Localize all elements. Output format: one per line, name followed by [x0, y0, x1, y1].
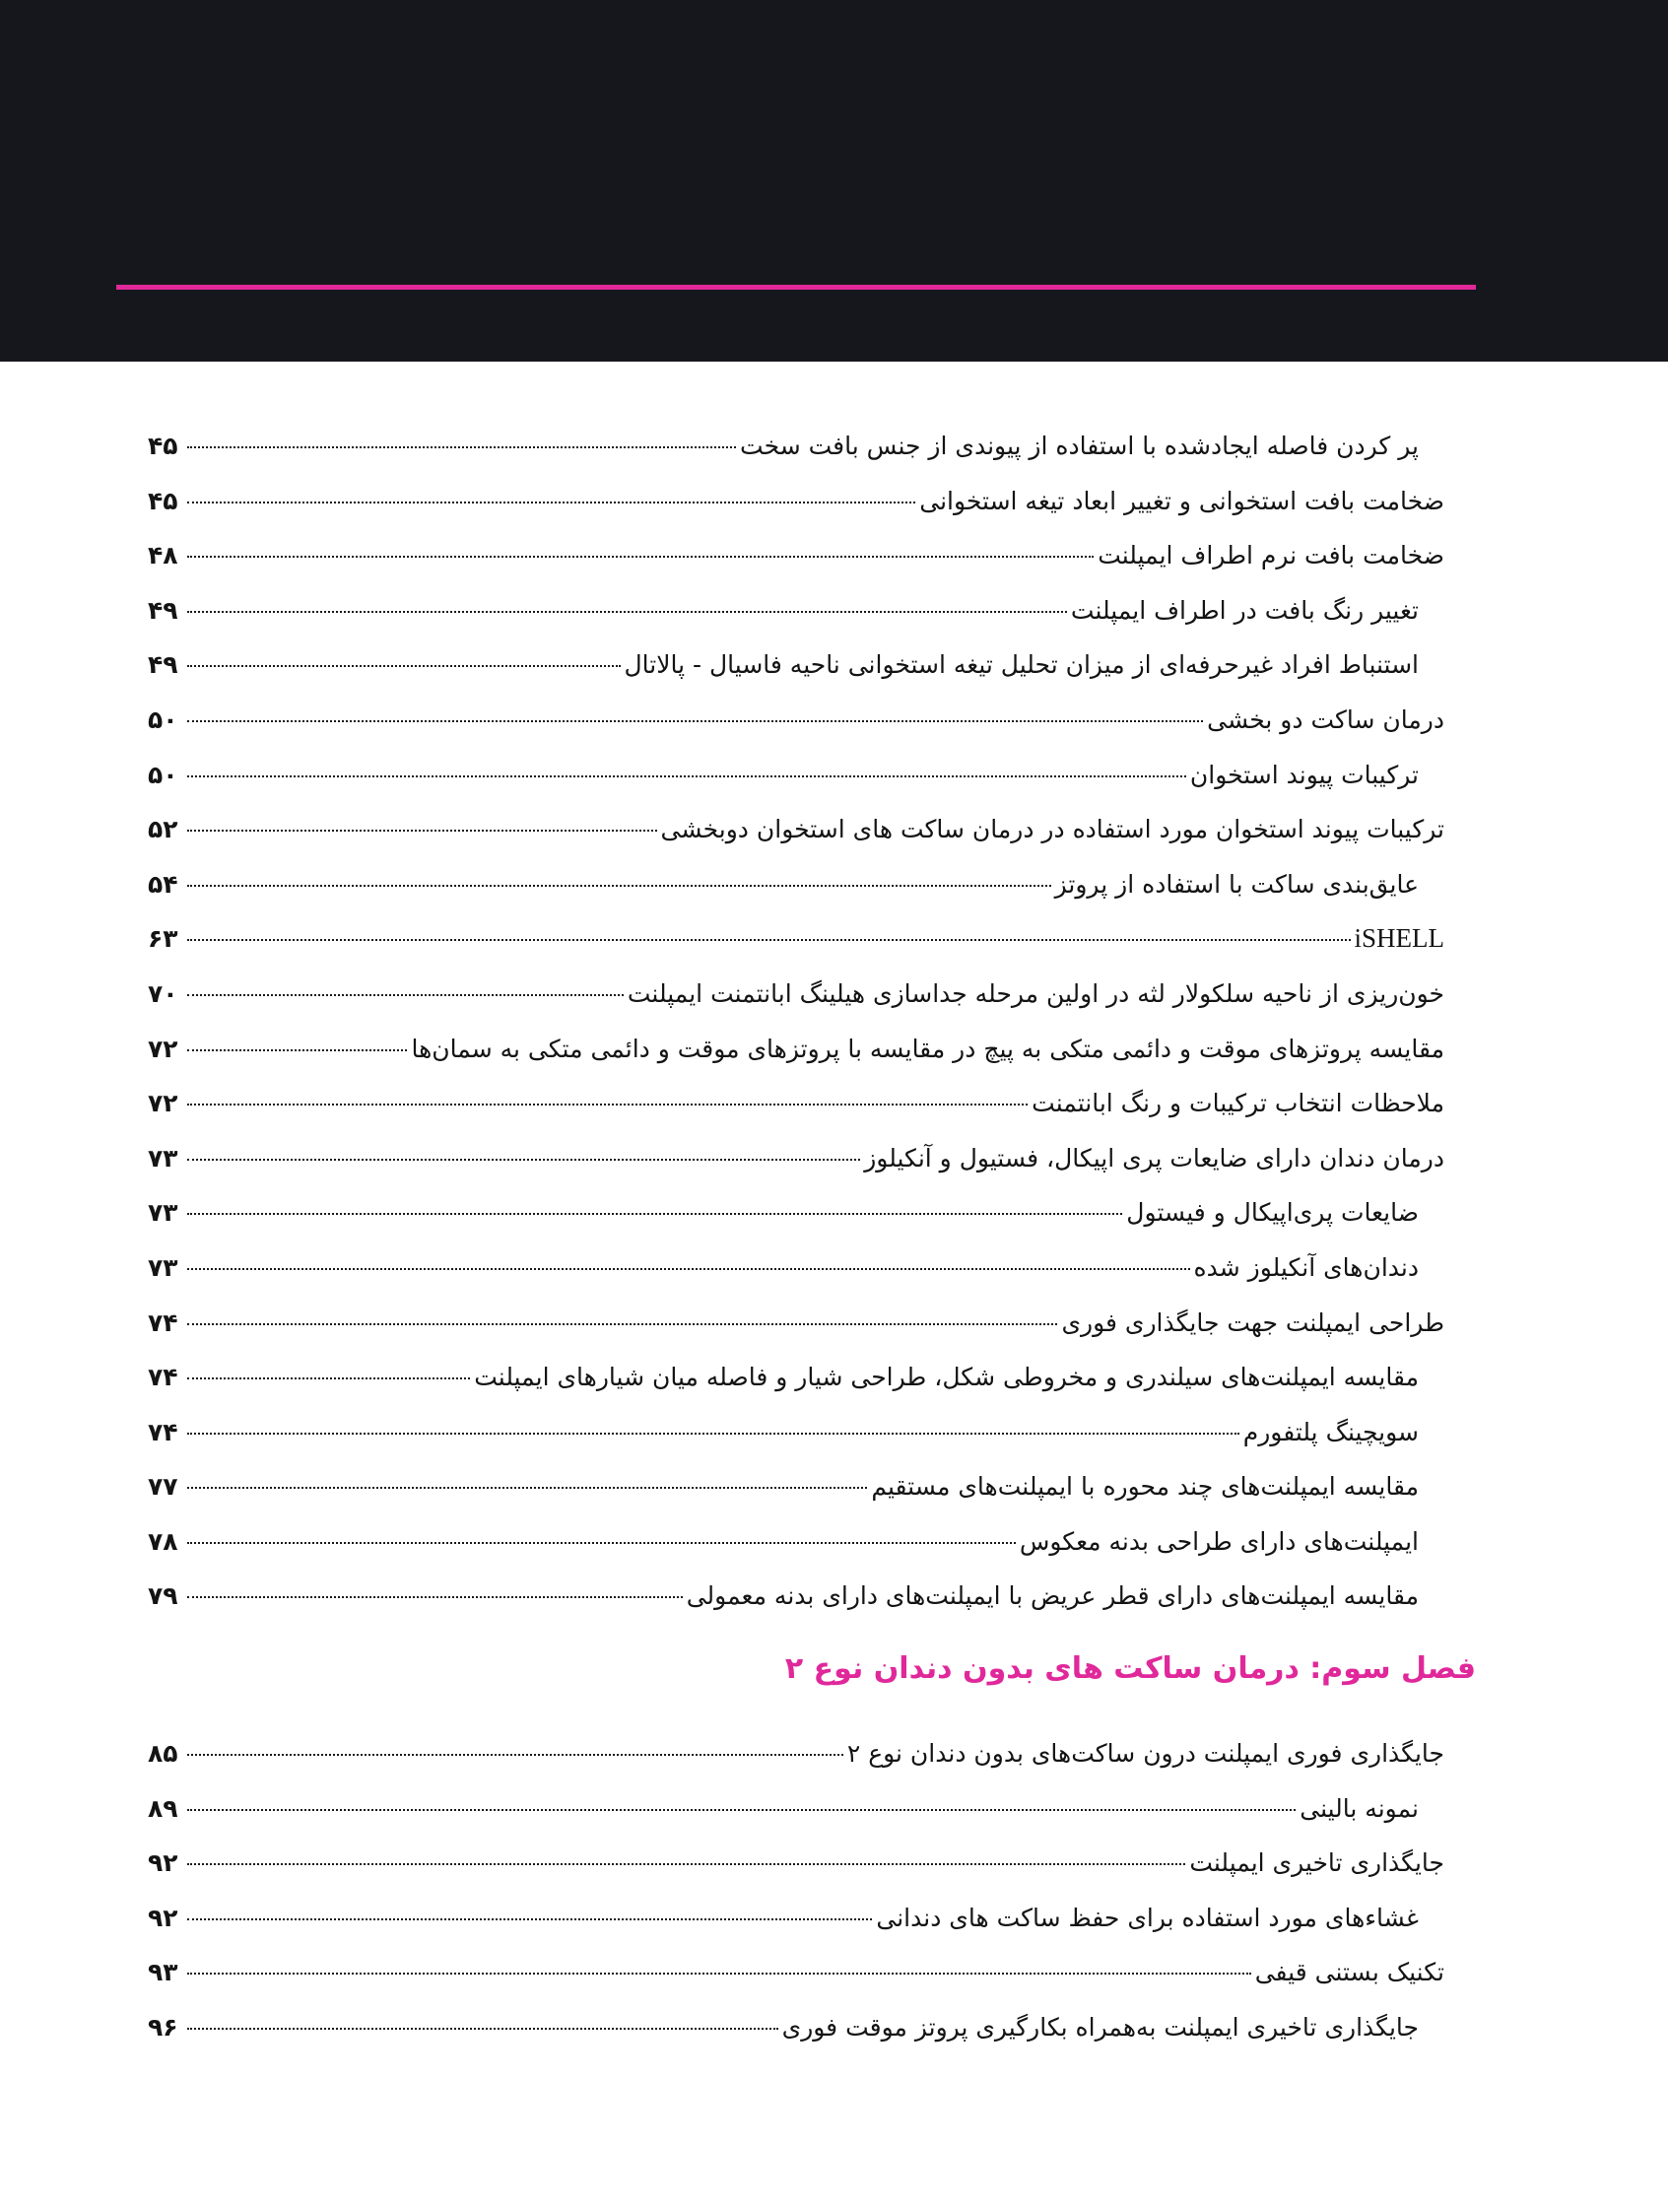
toc-entry	[148, 911, 1444, 967]
toc-entry-title: ضخامت بافت نرم اطراف ایمپلنت	[1098, 541, 1444, 570]
toc-entry	[148, 2000, 1444, 2055]
toc-entry-title: عایق‌بندی ساکت با استفاده از پروتز	[1054, 869, 1419, 899]
toc-entry	[148, 1185, 1444, 1240]
toc-entry-title: خون‌ریزی از ناحیه سلکولار لثه در اولین مرحله جداسازی هیلینگ ابانتمنت ایمپلنت	[627, 978, 1444, 1008]
dot-leader	[187, 993, 624, 996]
toc-entry-title: مقایسه پروتزهای موقت و دائمی متکی به پیچ در مقایسه با پروتزهای موقت و دائمی متکی به سمان‌ها	[411, 1034, 1444, 1063]
toc-entry	[148, 967, 1444, 1022]
dot-leader	[187, 1862, 1185, 1865]
toc-entry-page-number: ۵۲	[148, 815, 178, 844]
toc-entry-page-number: ۸۹	[148, 1793, 178, 1823]
dot-leader	[187, 884, 1051, 887]
toc-entry-page-number: ۴۹	[148, 650, 178, 680]
toc-entry-page-number: ۷۸	[148, 1526, 178, 1556]
toc-entry-title: جایگذاری تاخیری ایمپلنت به‌همراه بکارگیری پروتز موقت فوری	[781, 2012, 1419, 2042]
toc-entry	[148, 419, 1444, 474]
toc-entry-title: مقایسه ایمپلنت‌های چند محوره با ایمپلنت‌های مستقیم	[871, 1472, 1419, 1502]
toc-entry	[148, 1726, 1444, 1781]
dot-leader	[187, 1917, 872, 1920]
toc-entry-page-number: ۹۲	[148, 1848, 178, 1878]
toc-list-chapter-3	[148, 1726, 1444, 2055]
toc-entry-page-number: ۷۴	[148, 1417, 178, 1446]
toc-entry-title: تکنیک بستنی قیفی	[1254, 1958, 1444, 1987]
toc-entry-page-number: ۶۳	[148, 924, 178, 954]
dot-leader	[187, 664, 621, 667]
dot-leader	[187, 501, 915, 503]
toc-entry-title: مقایسه ایمپلنت‌های دارای قطر عریض با ایمپلنت‌های دارای بدنه معمولی	[686, 1581, 1419, 1611]
dot-leader	[187, 1322, 1057, 1325]
toc-entry-page-number: ۷۳	[148, 1198, 178, 1228]
header-band	[0, 0, 1668, 362]
toc-entry	[148, 1781, 1444, 1837]
toc-entry	[148, 748, 1444, 803]
toc-entry-page-number: ۵۰	[148, 704, 178, 734]
toc-entry-page-number: ۷۰	[148, 978, 178, 1008]
dot-leader	[187, 610, 1067, 613]
toc-entry-page-number: ۴۹	[148, 595, 178, 625]
toc-entry-title: استنباط افراد غیرحرفه‌ای از میزان تحلیل تیغه استخوانی ناحیه فاسیال - پالاتال	[624, 650, 1419, 680]
toc-entry-page-number: ۷۴	[148, 1363, 178, 1392]
toc-entry-title: جایگذاری فوری ایمپلنت درون ساکت‌های بدون دندان نوع ۲	[846, 1739, 1444, 1768]
dot-leader	[187, 1486, 867, 1489]
dot-leader	[187, 1376, 470, 1379]
toc-entry	[148, 474, 1444, 529]
toc-entry-title: نمونه بالینی	[1300, 1793, 1419, 1823]
toc-entry	[148, 1459, 1444, 1514]
toc-entry-page-number: ۴۸	[148, 541, 178, 570]
toc-entry-title: ملاحظات انتخاب ترکیبات و رنگ ابانتمنت	[1032, 1089, 1444, 1118]
toc-entry-title: ضایعات پری‌اپیکال و فیستول	[1126, 1198, 1419, 1228]
toc-entry-page-number: ۷۲	[148, 1089, 178, 1118]
toc-entry-page-number: ۷۷	[148, 1472, 178, 1502]
dot-leader	[187, 1972, 1251, 1975]
toc-entry-page-number: ۵۰	[148, 760, 178, 789]
toc-entry-title: غشاء‌های مورد استفاده برای حفظ ساکت های دندانی	[876, 1903, 1419, 1932]
toc-entry-title: درمان ساکت دو بخشی	[1207, 704, 1444, 734]
toc-entry-title: سویچینگ پلتفورم	[1242, 1417, 1419, 1446]
toc-entry	[148, 857, 1444, 912]
toc-entry-title: مقایسه ایمپلنت‌های سیلندری و مخروطی شکل، طراحی شیار و فاصله میان شیارهای ایمپلنت	[474, 1363, 1419, 1392]
toc-entry	[148, 1240, 1444, 1296]
header-accent-rule	[116, 285, 1476, 290]
toc-entry-title: دندان‌های آنکیلوز شده	[1193, 1252, 1419, 1282]
toc-entry-page-number: ۸۵	[148, 1739, 178, 1768]
toc-entry	[148, 583, 1444, 638]
toc-entry	[148, 1131, 1444, 1186]
toc-entry-title: ترکیبات پیوند استخوان	[1189, 760, 1419, 789]
toc-entry-title: درمان دندان دارای ضایعات پری اپیکال، فستیول و آنکیلوز	[864, 1143, 1444, 1173]
toc-entry-title: iSHELL	[1354, 923, 1444, 954]
toc-entry	[148, 693, 1444, 748]
toc-entry-page-number: ۷۴	[148, 1307, 178, 1337]
toc-entry-page-number: ۷۹	[148, 1581, 178, 1611]
dot-leader	[187, 445, 736, 448]
toc-entry	[148, 1514, 1444, 1570]
toc-entry	[148, 1296, 1444, 1351]
toc-entry-title: پر کردن فاصله ایجادشده با استفاده از پیوندی از جنس بافت سخت	[740, 432, 1419, 460]
dot-leader	[187, 1103, 1028, 1106]
toc-entry	[148, 1836, 1444, 1891]
toc-entry-page-number: ۷۳	[148, 1143, 178, 1173]
dot-leader	[187, 1432, 1239, 1435]
dot-leader	[187, 1595, 683, 1598]
toc-entry	[148, 1350, 1444, 1405]
dot-leader	[187, 1158, 860, 1161]
dot-leader	[187, 719, 1203, 722]
toc-entry	[148, 1076, 1444, 1131]
toc-entry-page-number: ۹۳	[148, 1958, 178, 1987]
dot-leader	[187, 1808, 1296, 1811]
toc-entry	[148, 637, 1444, 693]
dot-leader	[187, 2027, 778, 2030]
toc-entry-title: ایمپلنت‌های دارای طراحی بدنه معکوس	[1019, 1526, 1419, 1556]
toc-entry	[148, 1022, 1444, 1077]
toc-entry-page-number: ۷۳	[148, 1252, 178, 1282]
toc-list-continued	[148, 419, 1444, 1624]
chapter-heading: فصل سوم: درمان ساکت های بدون دندان نوع ۲	[784, 1651, 1476, 1686]
toc-entry	[148, 802, 1444, 857]
dot-leader	[187, 829, 657, 832]
toc-entry-title: طراحی ایمپلنت جهت جایگذاری فوری	[1061, 1307, 1444, 1337]
toc-entry-title: ضخامت بافت استخوانی و تغییر ابعاد تیغه استخوانی	[919, 486, 1444, 515]
dot-leader	[187, 1267, 1190, 1270]
toc-entry	[148, 1569, 1444, 1624]
toc-entry-title: جایگذاری تاخیری ایمپلنت	[1189, 1848, 1444, 1878]
toc-entry-page-number: ۹۲	[148, 1903, 178, 1932]
dot-leader	[187, 1541, 1016, 1544]
toc-entry-page-number: ۹۶	[148, 2012, 178, 2042]
dot-leader	[187, 774, 1186, 777]
toc-entry-title: تغییر رنگ بافت در اطراف ایمپلنت	[1070, 595, 1419, 625]
toc-entry	[148, 1405, 1444, 1460]
dot-leader	[187, 938, 1351, 941]
toc-entry-page-number: ۵۴	[148, 869, 178, 899]
toc-entry-page-number: ۴۵	[148, 486, 178, 515]
toc-entry	[148, 1891, 1444, 1946]
dot-leader	[187, 1048, 407, 1051]
toc-entry	[148, 528, 1444, 583]
dot-leader	[187, 555, 1094, 558]
toc-entry-page-number: ۷۲	[148, 1034, 178, 1063]
toc-entry	[148, 1945, 1444, 2000]
dot-leader	[187, 1212, 1122, 1215]
toc-entry-title: ترکیبات پیوند استخوان مورد استفاده در درمان ساکت های استخوان دوبخشی	[660, 815, 1444, 844]
dot-leader	[187, 1753, 843, 1756]
toc-entry-page-number: ۴۵	[148, 432, 178, 460]
